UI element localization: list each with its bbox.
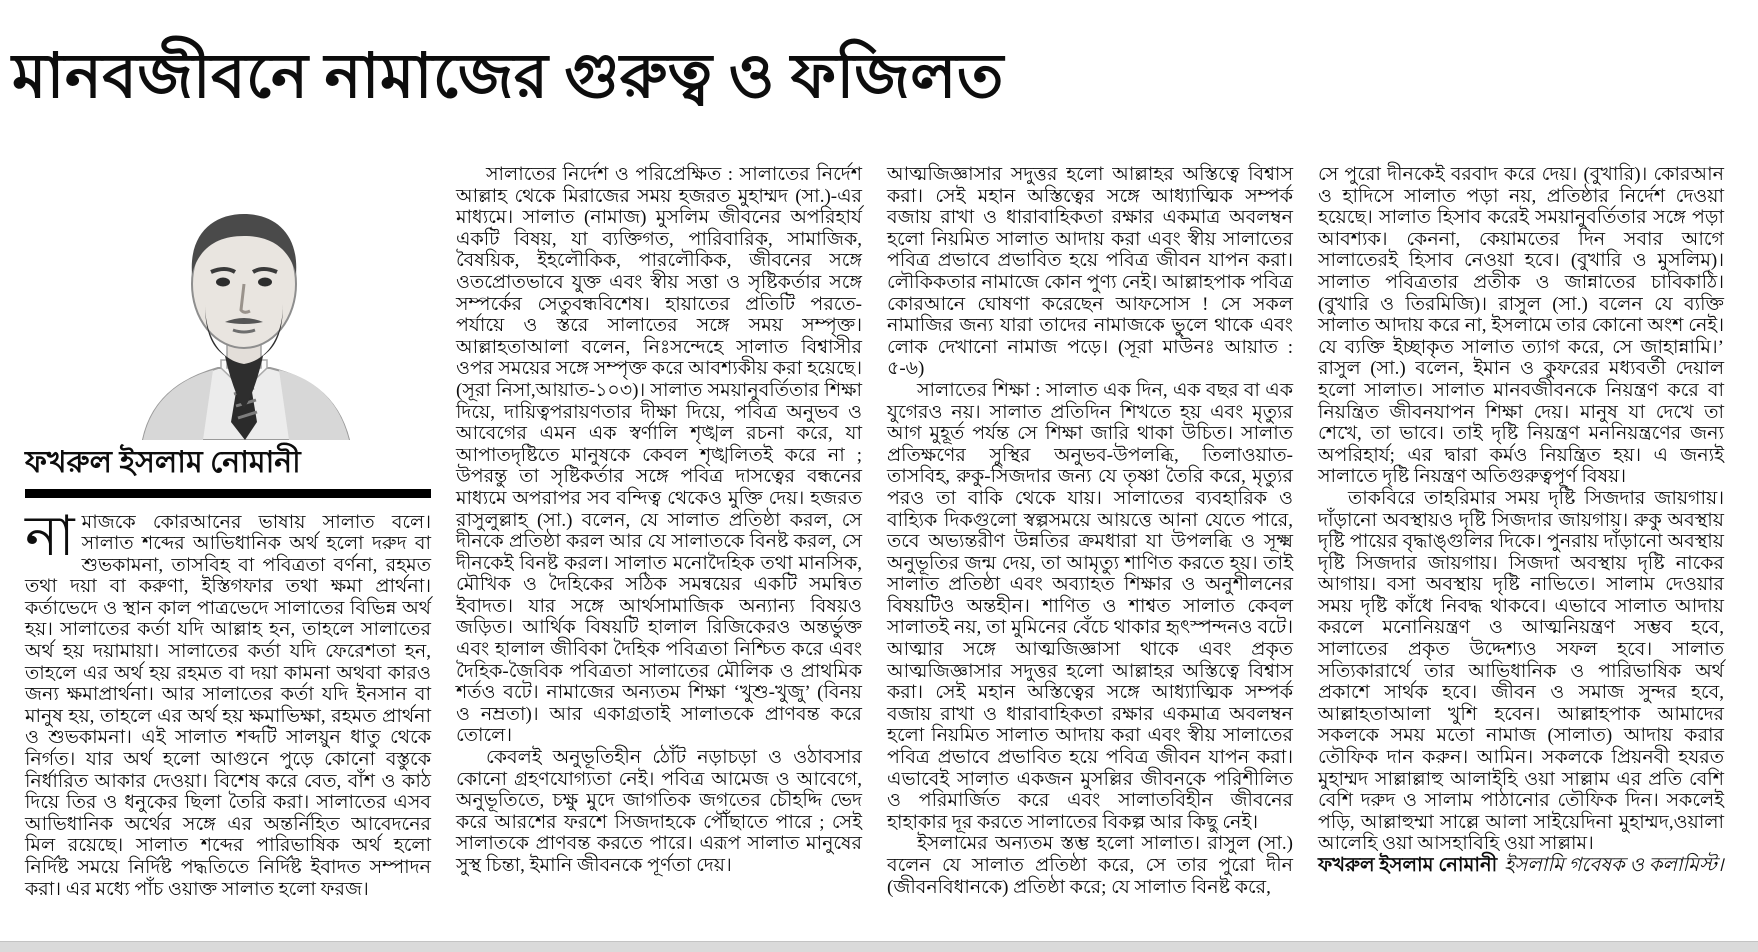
column-4 [1318, 164, 1724, 877]
paragraph: সালাতের শিক্ষা : সালাত এক দিন, এক বছর বা এক যুগেরও নয়। সালাত প্রতিদিন শিখতে হয় এবং মৃত্যুর আগ মুহূর্ত পর্যন্ত সে শিক্ষা জারি থাকা উচিত। সালাত প্রতিক্ষণের সুস্থির অনুভব-উপলব্ধি, তিলাওয়াত-তাসবিহ, রুকু-সিজদার জন্য যে তৃষ্ণা তৈরি করে, মৃত্যুর পরও তা বাকি থেকে যায়। সালাতের ব্যবহারিক ও বাহ্যিক দিকগুলো স্বল্পসময়ে আয়ত্তে আনা যেতে পারে, তবে অভ্যন্তরীণ উন্নতির ক্রমধারা যা উপলব্ধি ও সূক্ষ্ম অনুভূতির জন্ম দেয়, তা আমৃত্যু শাণিত করতে হয়। তাই সালাত প্রতিষ্ঠা এবং অব্যাহত শিক্ষার ও অনুশীলনের বিষয়টিও অন্তহীন। শাণিত ও শাশ্বত সালাত কেবল সালাতই নয়, তা মুমিনের বেঁচে থাকার হৃৎস্পন্দনও বটে। আত্মার সঙ্গে আত্মজিজ্ঞাসা থাকে এবং প্রকৃত আত্মজিজ্ঞাসার সদুত্তর হলো আল্লাহর অস্তিত্বে বিশ্বাস করা। সেই মহান অস্তিত্বের সঙ্গে আধ্যাত্মিক সম্পর্ক বজায় রাখা ও ধারাবাহিকতা রক্ষার একমাত্র অবলম্বন হলো নিয়মিত সালাত আদায় করা এবং স্বীয় সালাতের পবিত্র প্রভাবে প্রভাবিত হয়ে পবিত্র জীবন যাপন করা। এভাবেই সালাত একজন মুসল্লির জীবনকে পরিশীলিত ও পরিমার্জিত করে এবং সালাতবিহীন জীবনের হাহাকার দূর করতে সালাতের বিকল্প আর কিছু নেই। [887, 379, 1293, 833]
paragraph-lead [25, 505, 431, 901]
dropcap: না [25, 505, 75, 568]
column-2 [456, 164, 862, 877]
column-1 [25, 164, 431, 900]
article-body [0, 152, 1758, 900]
author-name: ফখরুল ইসলাম নোমানী [25, 446, 301, 480]
newspaper-article-page [0, 42, 1758, 952]
paragraph: সালাতের নির্দেশ ও পরিপ্রেক্ষিত : সালাতের নির্দেশ আল্লাহ থেকে মিরাজের সময় হজরত মুহাম্মদ (সা.)-এর মাধ্যমে। সালাত (নামাজ) মুসলিম জীবনের অপরিহার্য একটি বিষয়, যা ব্যক্তিগত, পারিবারিক, সামাজিক, বৈষয়িক, ইহলৌকিক, পারলৌকিক, জীবনের সঙ্গে ওতপ্রোতভাবে যুক্ত এবং স্বীয় সত্তা ও সৃষ্টিকর্তার সঙ্গে সম্পর্কের সেতুবন্ধবিশেষ। হায়াতের প্রতিটি পরতে-পর্যায়ে ও স্তরে সালাতের সঙ্গে সময় সম্পৃক্ত। আল্লাহতাআলা বলেন, নিঃসন্দেহে সালাত বিশ্বাসীর ওপর সময়ের সঙ্গে সম্পৃক্ত করে আবশ্যকীয় করা হয়েছে। (সূরা নিসা,আয়াত-১০৩)। সালাত সময়ানুবর্তিতার শিক্ষা দিয়ে, দায়িত্বপরায়ণতার দীক্ষা দিয়ে, পবিত্র অনুভব ও আবেগের এমন এক স্বর্ণালি শৃঙ্খল রচনা করে, যা আপাতদৃষ্টিতে মানুষকে কেবল শৃঙ্খলিতই করে না ; উপরন্তু তা সৃষ্টিকর্তার সঙ্গে পবিত্র দাসত্বের বন্ধনের মাধ্যমে অপরাপর সব বন্দিত্ব থেকেও মুক্তি দেয়। হজরত রাসুলুল্লাহ (সা.) বলেন, যে সালাত প্রতিষ্ঠা করল, সে দীনকে প্রতিষ্ঠা করল আর যে সালাতকে বিনষ্ট করল, সে দীনকেই বিনষ্ট করল। সালাত মনোদৈহিক তথা মানসিক, মৌখিক ও দৈহিকের সঠিক সমন্বয়ের একটি সমন্বিত ইবাদত। যার সঙ্গে আর্থসামাজিক অন্যান্য বিষয়ও জড়িত। আর্থিক বিষয়টি হালাল রিজিকেরও অন্তর্ভুক্ত এবং হালাল জীবিকা দৈহিক পবিত্রতা নিশ্চিত করে এবং দৈহিক-জৈবিক পবিত্রতা সালাতের মৌলিক ও প্রাথমিক শর্তও বটে। নামাজের অন্যতম শিক্ষা ‘খুশু-খুজু’ (বিনয় ও নম্রতা)। আর একাগ্রতাই সালাতকে প্রাণবন্ত করে তোলে। [456, 164, 862, 747]
paragraph: সে পুরো দীনকেই বরবাদ করে দেয়। (বুখারি)। কোরআন ও হাদিসে সালাত পড়া নয়, প্রতিষ্ঠার নির্দেশ দেওয়া হয়েছে। সালাত হিসাব করেই সময়ানুবর্তিতার সঙ্গে পড়া আবশ্যক। কেননা, কেয়ামতের দিন সবার আগে সালাতেরই হিসাব নেওয়া হবে। (বুখারি ও মুসলিম)। সালাত পবিত্রতার প্রতীক ও জান্নাতের চাবিকাঠি। (বুখারি ও তিরমিজি)। রাসুল (সা.) বলেন যে ব্যক্তি সালাত আদায় করে না, ইসলামে তার কোনো অংশ নেই। যে ব্যক্তি ইচ্ছাকৃত সালাত ত্যাগ করে, সে জাহান্নামি।’ রাসুল (সা.) বলেন, ইমান ও কুফরের মধ্যবর্তী দেয়াল হলো সালাত। সালাত মানবজীবনকে নিয়ন্ত্রণ করে বা নিয়ন্ত্রিত জীবনযাপন শিক্ষা দেয়। মানুষ যা দেখে তা শেখে, তা ভাবে। তাই দৃষ্টি নিয়ন্ত্রণ মননিয়ন্ত্রণের জন্য অপরিহার্য; এর দ্বারা কর্মও নিয়ন্ত্রিত হয়। এ জন্যই সালাতে দৃষ্টি নিয়ন্ত্রণ অতিগুরুত্বপূর্ণ বিষয়। [1318, 164, 1724, 488]
byline-author-name: ফখরুল ইসলাম নোমানী [1318, 855, 1498, 877]
paragraph: আত্মজিজ্ঞাসার সদুত্তর হলো আল্লাহর অস্তিত্বে বিশ্বাস করা। সেই মহান অস্তিত্বের সঙ্গে আধ্যাত্মিক সম্পর্ক বজায় রাখা ও ধারাবাহিকতা রক্ষার একমাত্র অবলম্বন হলো নিয়মিত সালাত আদায় করা এবং স্বীয় সালাতের পবিত্র প্রভাবে প্রভাবিত হয়ে পবিত্র জীবন যাপন করা। লৌকিকতার নামাজে কোন পুণ্য নেই। আল্লাহপাক পবিত্র কোরআনে ঘোষণা করেছেন আফসোস ! সে সকল নামাজির জন্য যারা তাদের নামাজকে ভুলে থাকে এবং লোক দেখানো নামাজ পড়ে। (সূরা মাউনঃ আয়াত : ৫-৬) [887, 164, 1293, 380]
author-photo [113, 164, 375, 440]
article-headline: মানবজীবনে নামাজের গুরুত্ব ও ফজিলত [12, 42, 1004, 111]
horizontal-scrollbar-track[interactable] [0, 941, 1758, 952]
paragraph-lead-text: মাজকে কোরআনের ভাষায় সালাত বলে। সালাত শব্দের আভিধানিক অর্থ হলো দরুদ বা শুভকামনা, তাসবিহ বা পবিত্রতা বর্ণনা, রহমত তথা দয়া বা করুণা, ইস্তিগফার তথা ক্ষমা প্রার্থনা। কর্তাভেদে ও স্থান কাল পাত্রভেদে সালাতের বিভিন্ন অর্থ হয়। সালাতের কর্তা যদি আল্লাহ হন, তাহলে সালাতের অর্থ হয় দয়ামায়া। সালাতের কর্তা যদি ফেরেশতা হন, তাহলে এর অর্থ হয় রহমত বা দয়া কামনা অথবা কারও জন্য ক্ষমাপ্রার্থনা। আর সালাতের কর্তা যদি ইনসান বা মানুষ হয়, তাহলে এর অর্থ হয় ক্ষমাভিক্ষা, রহমত প্রার্থনা ও শুভকামনা। এই সালাত শব্দটি সালয়ুন ধাতু থেকে নির্গত। যার অর্থ হলো আগুনে পুড়ে কোনো বস্তুকে নির্ধারিত আকার দেওয়া। বিশেষ করে বেত, বাঁশ ও কাঠ দিয়ে তির ও ধনুকের ছিলা তৈরি করা। সালাতের এসব আভিধানিক অর্থের সঙ্গে এর অন্তর্নিহিত আবেদনের মিল রয়েছে। সালাত শব্দের পারিভাষিক অর্থ হলো নির্দিষ্ট সময়ে নির্দিষ্ট পদ্ধতিতে নির্দিষ্ট ইবাদত সম্পাদন করা। এর মধ্যে পাঁচ ওয়াক্ত সালাত হলো ফরজ। [25, 511, 431, 900]
column-3 [887, 164, 1293, 898]
author-name-rule [25, 489, 431, 498]
paragraph: ইসলামের অন্যতম স্তম্ভ হলো সালাত। রাসুল (সা.) বলেন যে সালাত প্রতিষ্ঠা করে, সে তার পুরো দীন (জীবনবিধানকে) প্রতিষ্ঠা করে; যে সালাত বিনষ্ট করে, [887, 833, 1293, 898]
article-byline [1318, 855, 1724, 877]
author-portrait-illustration [113, 164, 375, 440]
byline-author-role: ইসলামি গবেষক ও কলামিস্ট। [1504, 855, 1724, 877]
paragraph: তাকবিরে তাহরিমার সময় দৃষ্টি সিজদার জায়গায়। দাঁড়ানো অবস্থায়ও দৃষ্টি সিজদার জায়গায়। রুকু অবস্থায় দৃষ্টি পায়ের বৃদ্ধাঙ্গুলির দিকে। পুনরায় দাঁড়ানো অবস্থায় দৃষ্টি সিজদার জায়গায়। সিজদা অবস্থায় দৃষ্টি নাকের আগায়। বসা অবস্থায় দৃষ্টি নাভিতে। সালাম দেওয়ার সময় দৃষ্টি কাঁধে নিবদ্ধ থাকবে। এভাবে সালাত আদায় করলে মনোনিয়ন্ত্রণ ও আত্মনিয়ন্ত্রণ সম্ভব হবে, সালাতের প্রকৃত উদ্দেশ্যও সফল হবে। সালাত সত্যিকারার্থে তার আভিধানিক ও পারিভাষিক অর্থ প্রকাশে সার্থক হবে। জীবন ও সমাজ সুন্দর হবে, আল্লাহতাআলা খুশি হবেন। আল্লাহপাক আমাদের সকলকে সময় মতো নামাজ (সালাত) আদায় করার তৌফিক দান করুন। আমিন। সকলকে প্রিয়নবী হযরত মুহাম্মদ সাল্লাল্লাহু আলাইহি ওয়া সাল্লাম এর প্রতি বেশি বেশি দরুদ ও সালাম পাঠানোর তৌফিক দিন। সকলেই পড়ি, আল্লাহুম্মা সাল্লে আলা সাইয়েদিনা মুহাম্মদ,ওয়ালা আলেহি ওয়া আসহাবিহি ওয়া সাল্লাম। [1318, 487, 1724, 855]
paragraph: কেবলই অনুভূতিহীন ঠোঁট নড়াচড়া ও ওঠাবসার কোনো গ্রহণযোগ্যতা নেই। পবিত্র আমেজ ও আবেগে, অনুভূতিতে, চক্ষু মুদে জাগতিক জগতের চৌহদ্দি ভেদ করে আরশের ফরশে সিজদাহকে পৌঁছাতে পারে ; সেই সালাতকে প্রাণবন্ত করতে পারে। এরূপ সালাত মানুষের সুস্থ চিন্তা, ইমানি জীবনকে পূর্ণতা দেয়। [456, 747, 862, 877]
